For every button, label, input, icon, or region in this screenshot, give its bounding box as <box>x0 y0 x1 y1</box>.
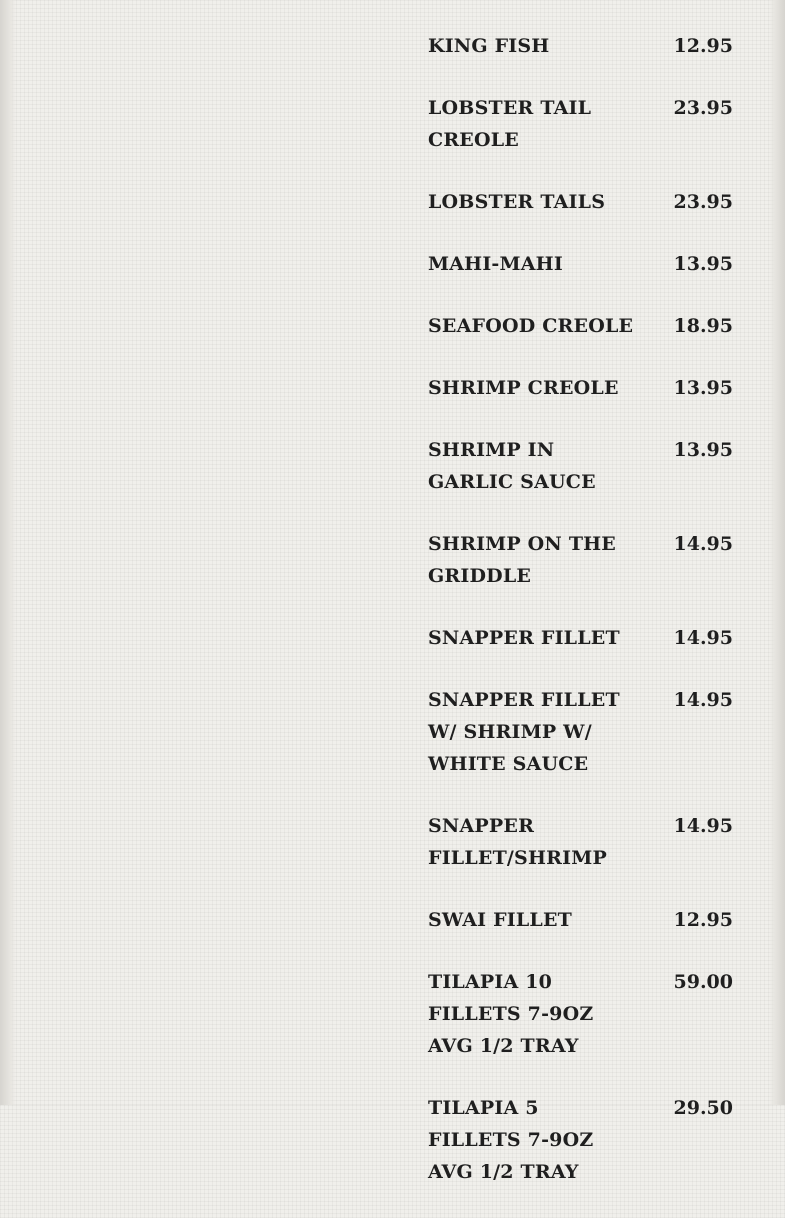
menu-item <box>428 810 733 874</box>
menu-item <box>428 30 733 62</box>
item-name: SEAFOOD CREOLE <box>428 315 634 337</box>
item-name: TILAPIA 10 FILLETS 7-9OZ AVG 1/2 TRAY <box>428 971 594 1057</box>
item-price: 14.95 <box>673 533 733 555</box>
seafood-menu-list <box>428 30 733 1218</box>
menu-item <box>428 1092 733 1188</box>
item-name: TILAPIA 5 FILLETS 7-9OZ AVG 1/2 TRAY <box>428 1097 594 1183</box>
item-name: SNAPPER FILLET <box>428 627 620 649</box>
item-name: SNAPPER FILLET W/ SHRIMP W/ WHITE SAUCE <box>428 689 620 775</box>
item-price: 12.95 <box>673 909 733 931</box>
menu-item <box>428 92 733 156</box>
item-name: SNAPPER FILLET/SHRIMP <box>428 815 607 869</box>
item-name: SHRIMP CREOLE <box>428 377 619 399</box>
menu-item <box>428 966 733 1062</box>
right-border-shadow <box>769 0 785 1105</box>
item-price: 18.95 <box>673 315 733 337</box>
item-price: 14.95 <box>673 689 733 711</box>
menu-item <box>428 622 733 654</box>
item-price: 13.95 <box>673 439 733 461</box>
menu-item <box>428 684 733 780</box>
menu-item <box>428 372 733 404</box>
left-border-shadow <box>0 0 16 1105</box>
item-price: 13.95 <box>673 253 733 275</box>
item-name: SHRIMP IN GARLIC SAUCE <box>428 439 596 493</box>
menu-item <box>428 434 733 498</box>
item-price: 23.95 <box>673 191 733 213</box>
item-name: MAHI-MAHI <box>428 253 563 275</box>
item-name: SWAI FILLET <box>428 909 573 931</box>
menu-item <box>428 186 733 218</box>
item-price: 59.00 <box>673 971 733 993</box>
menu-item <box>428 248 733 280</box>
menu-item <box>428 904 733 936</box>
item-price: 14.95 <box>673 627 733 649</box>
item-name: KING FISH <box>428 35 550 57</box>
item-price: 12.95 <box>673 35 733 57</box>
item-name: SHRIMP ON THE GRIDDLE <box>428 533 616 587</box>
item-name: LOBSTER TAIL CREOLE <box>428 97 592 151</box>
menu-item <box>428 310 733 342</box>
item-price: 29.50 <box>673 1097 733 1119</box>
item-price: 23.95 <box>673 97 733 119</box>
item-price: 14.95 <box>673 815 733 837</box>
item-price: 13.95 <box>673 377 733 399</box>
menu-item <box>428 528 733 592</box>
item-name: LOBSTER TAILS <box>428 191 606 213</box>
